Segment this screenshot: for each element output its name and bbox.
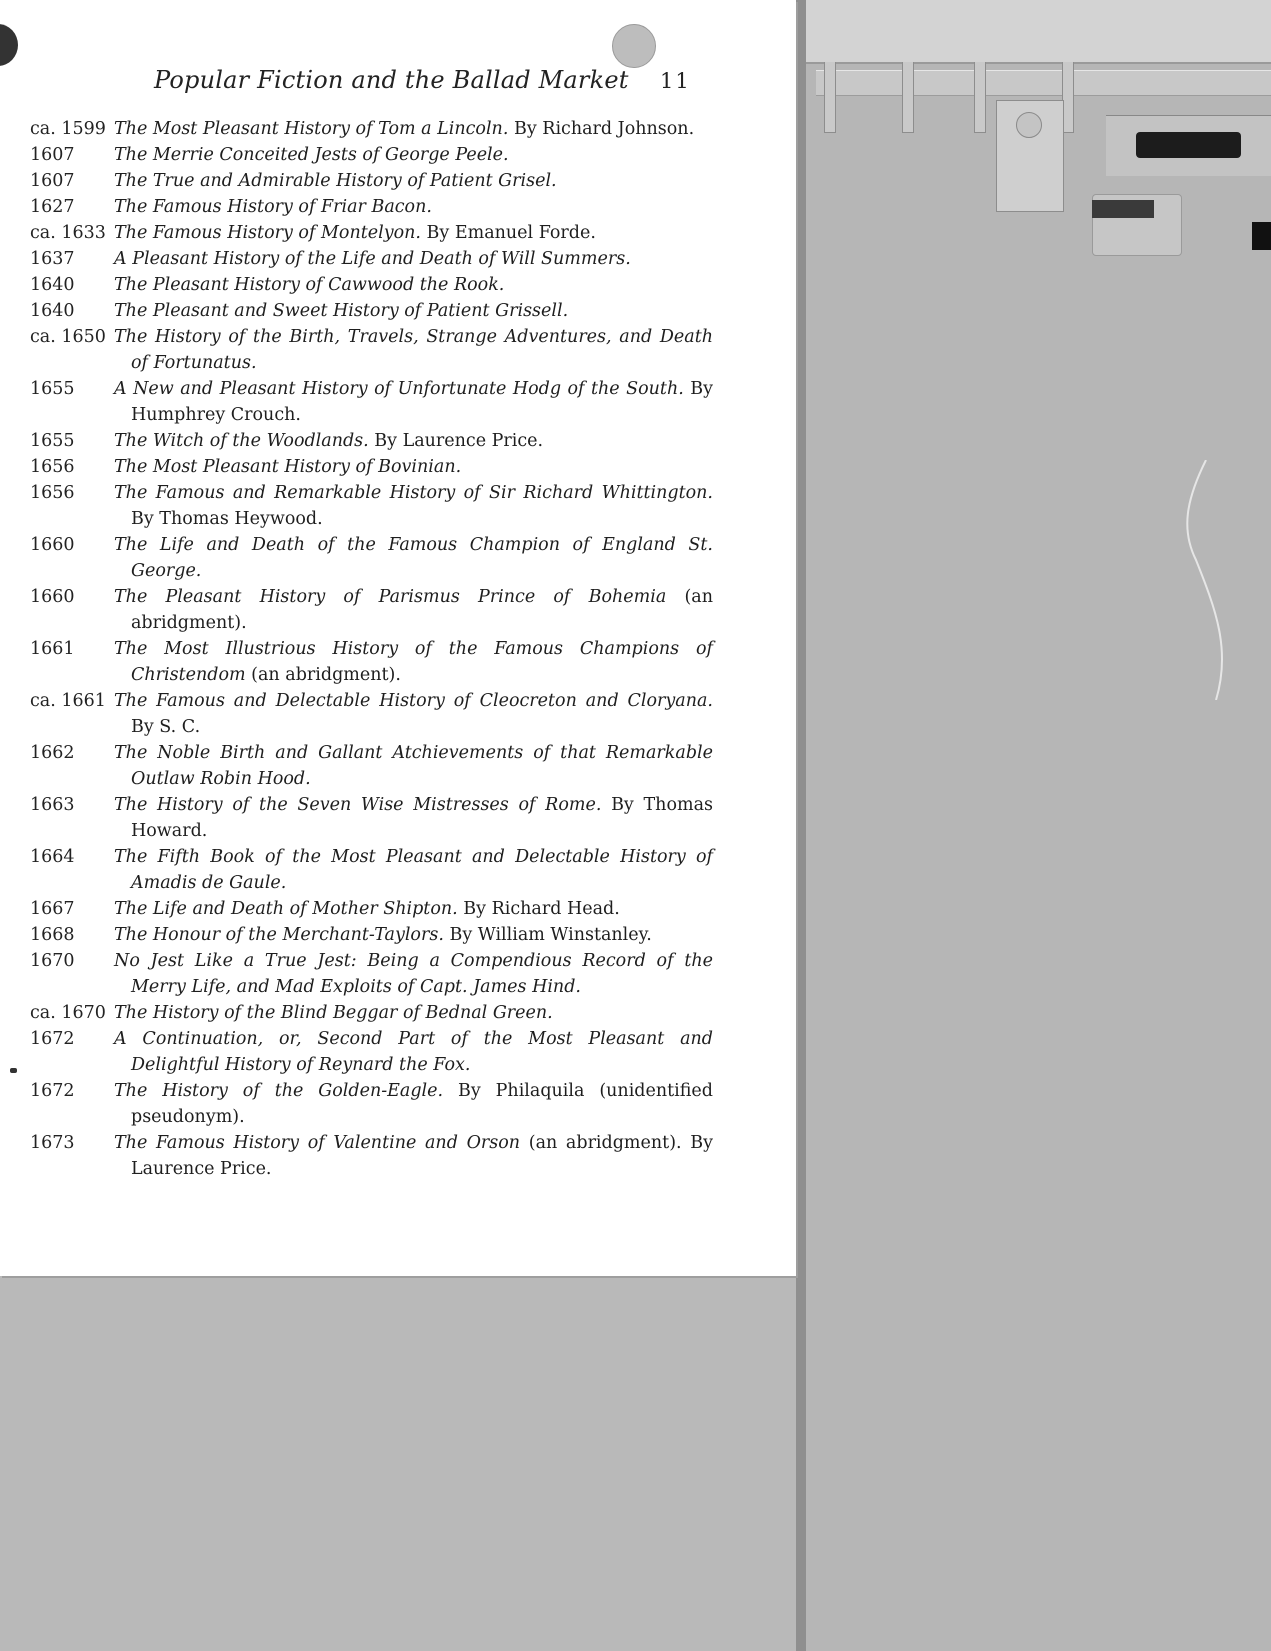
entry-date: 1637 — [30, 249, 75, 269]
entry-date: 1673 — [30, 1133, 75, 1153]
scanner-clip — [824, 62, 836, 133]
entry-text — [114, 220, 713, 246]
entry-date: 1607 — [30, 145, 75, 165]
entry-title: The History of the Seven Wise Mistresses of Rome. — [114, 795, 602, 815]
entry-date: 1656 — [30, 457, 75, 477]
entry-title: The Most Illustrious History of the Famous Champions of Christendom — [114, 639, 713, 685]
entry-text — [114, 246, 713, 272]
entry-title: The Most Pleasant History of Bovinian. — [114, 457, 462, 477]
entry-text — [114, 792, 713, 844]
entry-text — [114, 454, 713, 480]
list-item — [0, 324, 796, 376]
list-item — [0, 688, 796, 740]
entry-date: 1661 — [30, 639, 75, 659]
entry-text — [114, 480, 713, 532]
entry-title: A New and Pleasant History of Unfortunate Hodg of the South. — [114, 379, 684, 399]
entry-title: The Merrie Conceited Jests of George Peele. — [114, 145, 509, 165]
entry-text — [114, 922, 713, 948]
scanner-latch-hole — [1016, 112, 1042, 138]
list-item — [0, 1026, 796, 1078]
list-item — [0, 948, 796, 1000]
entry-text — [114, 844, 713, 896]
scanner-clip — [974, 62, 986, 133]
list-item — [0, 740, 796, 792]
entry-date: ca. 1661 — [30, 691, 106, 711]
entry-title: The Fifth Book of the Most Pleasant and Delectable History of Amadis de Gaule. — [114, 847, 713, 893]
entry-text — [114, 272, 713, 298]
entry-text — [114, 740, 713, 792]
list-item — [0, 636, 796, 688]
entry-date: ca. 1599 — [30, 119, 106, 139]
entry-text — [114, 532, 713, 584]
entry-title: The Witch of the Woodlands. — [114, 431, 369, 451]
entry-title: The Life and Death of the Famous Champion of England St. George. — [114, 535, 713, 581]
list-item — [0, 1130, 796, 1182]
entry-date: 1663 — [30, 795, 75, 815]
entry-title: The Noble Birth and Gallant Atchievements of that Remarkable Outlaw Robin Hood. — [114, 743, 713, 789]
entry-title: A Continuation, or, Second Part of the Most Pleasant and Delightful History of Reynard the Fox. — [114, 1029, 713, 1075]
entry-attribution: By S. C. — [131, 717, 201, 737]
list-item — [0, 584, 796, 636]
entry-attribution: (an abridgment). By Laurence Price. — [131, 1133, 713, 1179]
scanned-page — [0, 0, 796, 1276]
entry-date: ca. 1633 — [30, 223, 106, 243]
entry-title: The Pleasant and Sweet History of Patient Grissell. — [114, 301, 569, 321]
entry-date: 1655 — [30, 431, 75, 451]
entry-title: A Pleasant History of the Life and Death of Will Summers. — [114, 249, 631, 269]
scanner-rail — [796, 0, 1271, 64]
entry-date: 1655 — [30, 379, 75, 399]
entry-date: 1607 — [30, 171, 75, 191]
entry-date: 1627 — [30, 197, 75, 217]
entry-date: 1664 — [30, 847, 75, 867]
entry-text — [114, 116, 713, 142]
entry-text — [114, 1130, 713, 1182]
entry-title: The History of the Golden-Eagle. — [114, 1081, 444, 1101]
list-item — [0, 116, 796, 142]
punch-hole — [0, 24, 18, 66]
entry-title: The Pleasant History of Cawwood the Rook. — [114, 275, 505, 295]
list-item — [0, 376, 796, 428]
entry-attribution: By Humphrey Crouch. — [131, 379, 713, 425]
entry-text — [114, 194, 713, 220]
entry-title: The History of the Birth, Travels, Strange Adventures, and Death of Fortunatus. — [114, 327, 713, 373]
entry-date: 1656 — [30, 483, 75, 503]
entry-title: The History of the Blind Beggar of Bednal Green. — [114, 1003, 553, 1023]
list-item — [0, 1000, 796, 1026]
list-item — [0, 168, 796, 194]
entry-text — [114, 688, 713, 740]
entry-text — [114, 636, 713, 688]
entry-text — [114, 168, 713, 194]
entry-attribution: By Richard Johnson. — [508, 119, 695, 139]
entry-title: No Jest Like a True Jest: Being a Compendious Record of the Merry Life, and Mad Exploits of Capt. James Hind. — [114, 951, 713, 997]
chapbook-list — [0, 116, 796, 1182]
entry-date: 1662 — [30, 743, 75, 763]
entry-date: ca. 1670 — [30, 1003, 106, 1023]
entry-title: The Most Pleasant History of Tom a Lincoln. — [114, 119, 509, 139]
scanner-clip — [902, 62, 914, 133]
list-item — [0, 922, 796, 948]
entry-title: The True and Admirable History of Patient Grisel. — [114, 171, 557, 191]
punch-hole — [612, 24, 656, 68]
entry-text — [114, 324, 713, 376]
entry-date: ca. 1650 — [30, 327, 106, 347]
entry-attribution: By Thomas Heywood. — [131, 509, 323, 529]
scanner-bed — [796, 0, 1271, 1651]
entry-attribution: By Philaquila (unidentified pseudonym). — [131, 1081, 713, 1127]
list-item — [0, 454, 796, 480]
entry-date: 1668 — [30, 925, 75, 945]
entry-attribution: (an abridgment). — [131, 587, 713, 633]
entry-date: 1672 — [30, 1029, 75, 1049]
entry-text — [114, 1000, 713, 1026]
list-item — [0, 428, 796, 454]
list-item — [0, 792, 796, 844]
entry-date: 1640 — [30, 275, 75, 295]
list-item — [0, 194, 796, 220]
running-head: Popular Fiction and the Ballad Market — [154, 66, 629, 94]
list-item — [0, 298, 796, 324]
list-item — [0, 480, 796, 532]
list-item — [0, 896, 796, 922]
entry-date: 1640 — [30, 301, 75, 321]
entry-attribution: (an abridgment). — [245, 665, 401, 685]
list-item — [0, 272, 796, 298]
entry-text — [114, 142, 713, 168]
list-item — [0, 142, 796, 168]
entry-date: 1670 — [30, 951, 75, 971]
page-number: 11 — [660, 69, 691, 93]
scanner-nub — [1252, 222, 1271, 250]
scanner-slot-row — [816, 70, 1271, 96]
entry-date: 1660 — [30, 535, 75, 555]
entry-text — [114, 1026, 713, 1078]
entry-title: The Famous and Remarkable History of Sir Richard Whittington. — [114, 483, 713, 503]
entry-title: The Famous History of Friar Bacon. — [114, 197, 432, 217]
list-item — [0, 220, 796, 246]
entry-attribution: By Richard Head. — [457, 899, 620, 919]
entry-text — [114, 1078, 713, 1130]
list-item — [0, 246, 796, 272]
entry-date: 1660 — [30, 587, 75, 607]
entry-attribution: By William Winstanley. — [443, 925, 652, 945]
scanner-pad-bar — [1092, 200, 1154, 218]
entry-attribution: By Emanuel Forde. — [420, 223, 596, 243]
entry-attribution: By Thomas Howard. — [131, 795, 713, 841]
entry-date: 1672 — [30, 1081, 75, 1101]
glass-scratch — [1186, 460, 1246, 700]
entry-attribution: By Laurence Price. — [368, 431, 544, 451]
entry-text — [114, 896, 713, 922]
entry-text — [114, 948, 713, 1000]
entry-title: The Honour of the Merchant-Taylors. — [114, 925, 444, 945]
entry-text — [114, 376, 713, 428]
entry-text — [114, 584, 713, 636]
list-item — [0, 844, 796, 896]
entry-date: 1667 — [30, 899, 75, 919]
entry-title: The Pleasant History of Parismus Prince of Bohemia — [114, 587, 667, 607]
entry-text — [114, 428, 713, 454]
entry-title: The Famous History of Montelyon. — [114, 223, 421, 243]
scan-speck — [10, 1068, 17, 1073]
list-item — [0, 1078, 796, 1130]
list-item — [0, 532, 796, 584]
entry-title: The Famous and Delectable History of Cleocreton and Cloryana. — [114, 691, 713, 711]
scanner-edge-strip — [796, 0, 806, 1651]
entry-title: The Life and Death of Mother Shipton. — [114, 899, 458, 919]
scanner-roller — [1136, 132, 1241, 158]
entry-title: The Famous History of Valentine and Orson — [114, 1133, 521, 1153]
entry-text — [114, 298, 713, 324]
